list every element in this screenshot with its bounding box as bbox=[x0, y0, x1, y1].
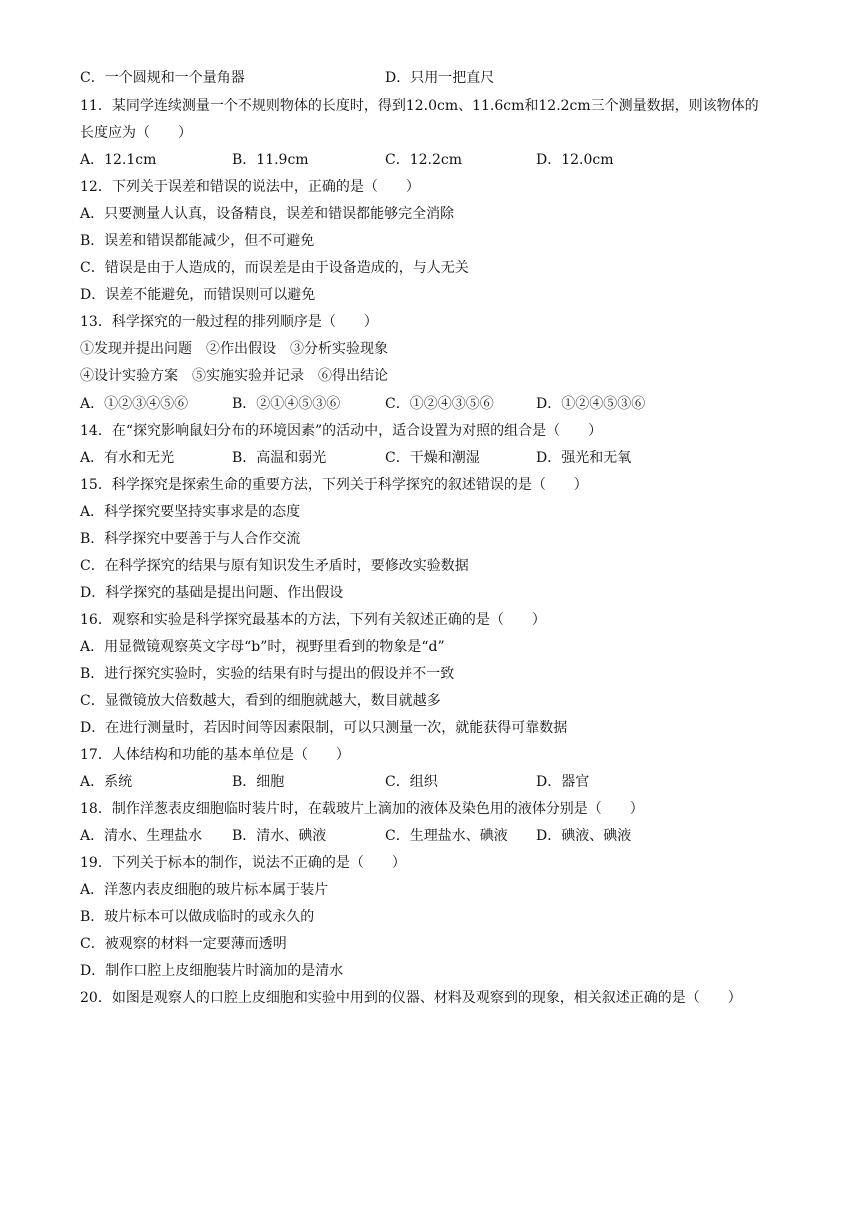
q17-option-a: A．系统 bbox=[80, 774, 133, 790]
q18-option-a: A．清水、生理盐水 bbox=[80, 828, 203, 844]
q13-option-b: B．②①④⑤③⑥ bbox=[232, 396, 341, 412]
q16-option-c: C．显微镜放大倍数越大，看到的细胞就越大，数目就越多 bbox=[80, 693, 441, 709]
q11-stem-line2: 长度应为（ ） bbox=[80, 125, 192, 141]
q17-option-b: B．细胞 bbox=[232, 774, 285, 790]
q13-steps-line2: ④设计实验方案 ⑤实施实验并记录 ⑥得出结论 bbox=[80, 368, 388, 384]
q19-option-a: A．洋葱内表皮细胞的玻片标本属于装片 bbox=[80, 882, 329, 898]
q12-stem: 12．下列关于误差和错误的说法中，正确的是（ ） bbox=[80, 179, 420, 195]
q15-option-b: B．科学探究中要善于与人合作交流 bbox=[80, 531, 301, 547]
q14-option-c: C．干燥和潮湿 bbox=[385, 450, 480, 466]
q16-option-a: A．用显微镜观察英文字母“b”时，视野里看到的物象是“d” bbox=[80, 639, 445, 655]
q12-option-c: C．错误是由于人造成的，而误差是由于设备造成的，与人无关 bbox=[80, 260, 469, 276]
q13-option-a: A．①②③④⑤⑥ bbox=[80, 396, 189, 412]
q19-option-d: D．制作口腔上皮细胞装片时滴加的是清水 bbox=[80, 963, 344, 979]
q18-option-d: D．碘液、碘液 bbox=[536, 828, 632, 844]
q18-option-c: C．生理盐水、碘液 bbox=[385, 828, 508, 844]
q15-option-a: A．科学探究要坚持实事求是的态度 bbox=[80, 504, 301, 520]
q17-stem: 17．人体结构和功能的基本单位是（ ） bbox=[80, 747, 350, 763]
q16-option-d: D．在进行测量时，若因时间等因素限制，可以只测量一次，就能获得可靠数据 bbox=[80, 720, 568, 736]
q14-option-d: D．强光和无氧 bbox=[536, 450, 632, 466]
q11-stem-line1: 11．某同学连续测量一个不规则物体的长度时，得到12.0cm、11.6cm和12.2cm三个测量数据，则该物体的 bbox=[80, 98, 759, 114]
q16-option-b: B．进行探究实验时，实验的结果有时与提出的假设并不一致 bbox=[80, 666, 455, 682]
q15-option-c: C．在科学探究的结果与原有知识发生矛盾时，要修改实验数据 bbox=[80, 558, 469, 574]
q13-option-c: C．①②④③⑤⑥ bbox=[385, 396, 494, 412]
q19-option-b: B．玻片标本可以做成临时的或永久的 bbox=[80, 909, 315, 925]
q11-option-b: B．11.9cm bbox=[232, 152, 309, 168]
q15-stem: 15．科学探究是探索生命的重要方法，下列关于科学探究的叙述错误的是（ ） bbox=[80, 477, 588, 493]
q17-option-d: D．器官 bbox=[536, 774, 590, 790]
q10-option-c: C．一个圆规和一个量角器 bbox=[80, 70, 245, 86]
q11-option-a: A．12.1cm bbox=[80, 152, 157, 168]
q14-option-a: A．有水和无光 bbox=[80, 450, 175, 466]
q18-stem: 18．制作洋葱表皮细胞临时装片时，在载玻片上滴加的液体及染色用的液体分别是（ ） bbox=[80, 801, 644, 817]
q11-option-d: D．12.0cm bbox=[536, 152, 614, 168]
q11-option-c: C．12.2cm bbox=[385, 152, 462, 168]
q12-option-d: D．误差不能避免，而错误则可以避免 bbox=[80, 287, 316, 303]
q10-option-d: D．只用一把直尺 bbox=[385, 70, 495, 86]
q13-stem: 13．科学探究的一般过程的排列顺序是（ ） bbox=[80, 314, 378, 330]
q13-steps-line1: ①发现并提出问题 ②作出假设 ③分析实验现象 bbox=[80, 341, 388, 357]
q17-option-c: C．组织 bbox=[385, 774, 438, 790]
q13-option-d: D．①②④⑤③⑥ bbox=[536, 396, 646, 412]
q19-stem: 19．下列关于标本的制作，说法不正确的是（ ） bbox=[80, 855, 406, 871]
q12-option-b: B．误差和错误都能减少，但不可避免 bbox=[80, 233, 315, 249]
q14-option-b: B．高温和弱光 bbox=[232, 450, 327, 466]
q19-option-c: C．被观察的材料一定要薄而透明 bbox=[80, 936, 287, 952]
q14-stem: 14．在“探究影响鼠妇分布的环境因素”的活动中，适合设置为对照的组合是（ ） bbox=[80, 423, 603, 439]
q15-option-d: D．科学探究的基础是提出问题、作出假设 bbox=[80, 585, 344, 601]
q18-option-b: B．清水、碘液 bbox=[232, 828, 327, 844]
q20-stem: 20．如图是观察人的口腔上皮细胞和实验中用到的仪器、材料及观察到的现象，相关叙述正确的是（ ） bbox=[80, 990, 742, 1006]
q16-stem: 16．观察和实验是科学探究最基本的方法，下列有关叙述正确的是（ ） bbox=[80, 612, 546, 628]
q12-option-a: A．只要测量人认真，设备精良，误差和错误都能够完全消除 bbox=[80, 206, 455, 222]
